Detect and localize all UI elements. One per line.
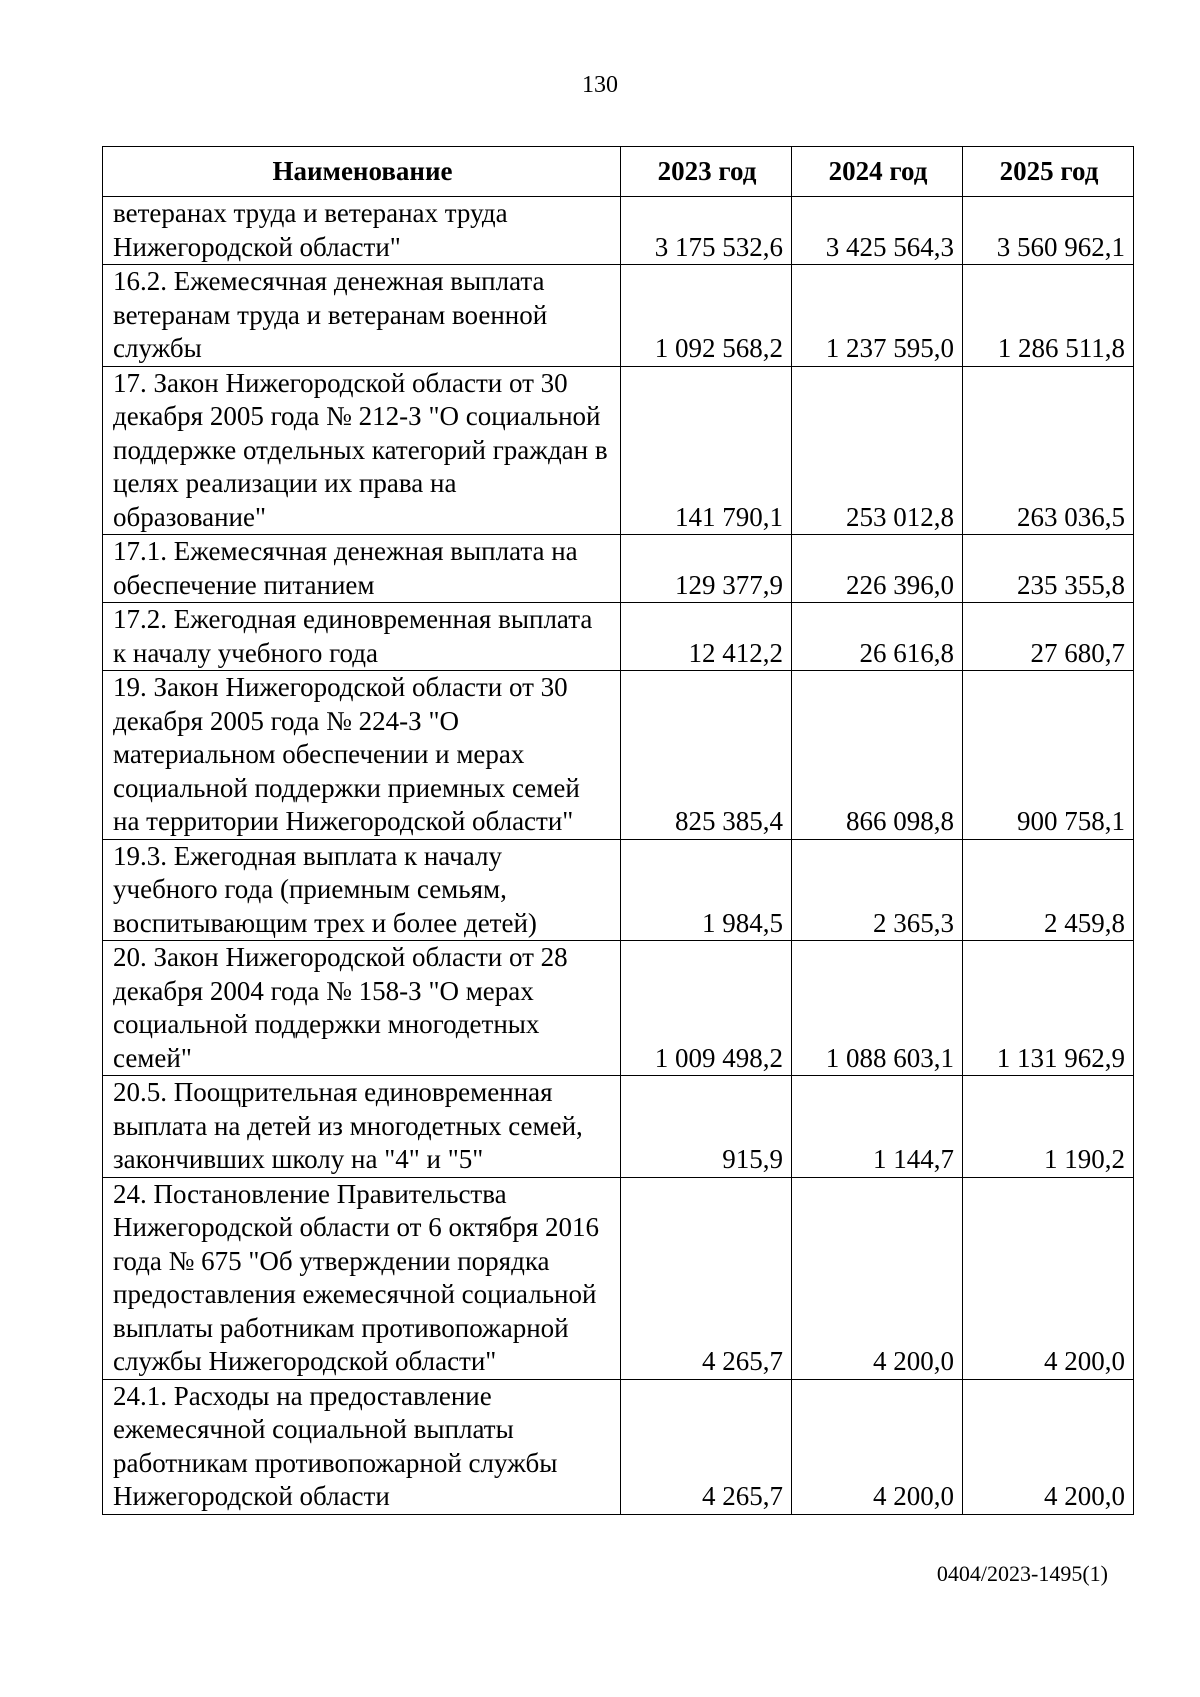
row-name: 17.1. Ежемесячная денежная выплата на обеспечение питанием (103, 535, 621, 603)
table-row (103, 603, 1134, 671)
row-value-2023: 4 265,7 (621, 1177, 792, 1379)
row-name: 19.3. Ежегодная выплата к началу учебного года (приемным семьям, воспитывающим трех и более детей) (103, 839, 621, 941)
row-value-2025: 4 200,0 (963, 1379, 1134, 1514)
row-value-2024: 1 088 603,1 (792, 941, 963, 1076)
row-name: ветеранах труда и ветеранах труда Нижегородской области" (103, 197, 621, 265)
table-header-row (103, 147, 1134, 197)
row-value-2024: 1 144,7 (792, 1076, 963, 1178)
table-row (103, 839, 1134, 941)
row-value-2024: 2 365,3 (792, 839, 963, 941)
row-value-2023: 12 412,2 (621, 603, 792, 671)
header-2023: 2023 год (621, 147, 792, 197)
row-value-2025: 27 680,7 (963, 603, 1134, 671)
header-name: Наименование (103, 147, 621, 197)
table-row (103, 197, 1134, 265)
row-value-2024: 226 396,0 (792, 535, 963, 603)
row-value-2025: 235 355,8 (963, 535, 1134, 603)
row-name: 20. Закон Нижегородской области от 28 декабря 2004 года № 158-З "О мерах социальной поддержки многодетных семей" (103, 941, 621, 1076)
header-2025: 2025 год (963, 147, 1134, 197)
table-row (103, 265, 1134, 367)
row-value-2025: 4 200,0 (963, 1177, 1134, 1379)
row-value-2024: 4 200,0 (792, 1379, 963, 1514)
row-value-2023: 141 790,1 (621, 366, 792, 535)
page-number: 130 (582, 72, 618, 98)
row-value-2024: 866 098,8 (792, 671, 963, 840)
row-value-2023: 1 092 568,2 (621, 265, 792, 367)
row-value-2023: 1 009 498,2 (621, 941, 792, 1076)
row-value-2023: 4 265,7 (621, 1379, 792, 1514)
table-row (103, 366, 1134, 535)
row-value-2025: 1 131 962,9 (963, 941, 1134, 1076)
row-value-2024: 253 012,8 (792, 366, 963, 535)
row-value-2023: 825 385,4 (621, 671, 792, 840)
table-row (103, 535, 1134, 603)
row-value-2025: 1 190,2 (963, 1076, 1134, 1178)
row-name: 16.2. Ежемесячная денежная выплата ветеранам труда и ветеранам военной службы (103, 265, 621, 367)
row-value-2025: 2 459,8 (963, 839, 1134, 941)
row-value-2025: 900 758,1 (963, 671, 1134, 840)
row-name: 19. Закон Нижегородской области от 30 декабря 2005 года № 224-З "О материальном обеспечении и мерах социальной поддержки приемных семей на территории Нижегородской области" (103, 671, 621, 840)
table-row (103, 941, 1134, 1076)
row-name: 17.2. Ежегодная единовременная выплата к началу учебного года (103, 603, 621, 671)
header-2024: 2024 год (792, 147, 963, 197)
table-row (103, 1076, 1134, 1178)
row-name: 20.5. Поощрительная единовременная выплата на детей из многодетных семей, закончивших школу на "4" и "5" (103, 1076, 621, 1178)
row-name: 24. Постановление Правительства Нижегородской области от 6 октября 2016 года № 675 "Об утверждении порядка предоставления ежемесячной социальной выплаты работникам противопожарной службы Нижегородской области" (103, 1177, 621, 1379)
table-row (103, 1379, 1134, 1514)
budget-table (102, 146, 1134, 1515)
row-value-2024: 1 237 595,0 (792, 265, 963, 367)
row-value-2025: 263 036,5 (963, 366, 1134, 535)
table-row (103, 1177, 1134, 1379)
row-value-2024: 3 425 564,3 (792, 197, 963, 265)
row-value-2025: 1 286 511,8 (963, 265, 1134, 367)
row-value-2024: 26 616,8 (792, 603, 963, 671)
row-value-2025: 3 560 962,1 (963, 197, 1134, 265)
table-row (103, 671, 1134, 840)
document-code: 0404/2023-1495(1) (936, 1561, 1108, 1586)
row-value-2023: 1 984,5 (621, 839, 792, 941)
row-value-2023: 915,9 (621, 1076, 792, 1178)
row-value-2023: 129 377,9 (621, 535, 792, 603)
row-name: 24.1. Расходы на предоставление ежемесячной социальной выплаты работникам противопожарной службы Нижегородской области (103, 1379, 621, 1514)
row-value-2023: 3 175 532,6 (621, 197, 792, 265)
row-value-2024: 4 200,0 (792, 1177, 963, 1379)
row-name: 17. Закон Нижегородской области от 30 декабря 2005 года № 212-З "О социальной поддержке отдельных категорий граждан в целях реализации их права на образование" (103, 366, 621, 535)
